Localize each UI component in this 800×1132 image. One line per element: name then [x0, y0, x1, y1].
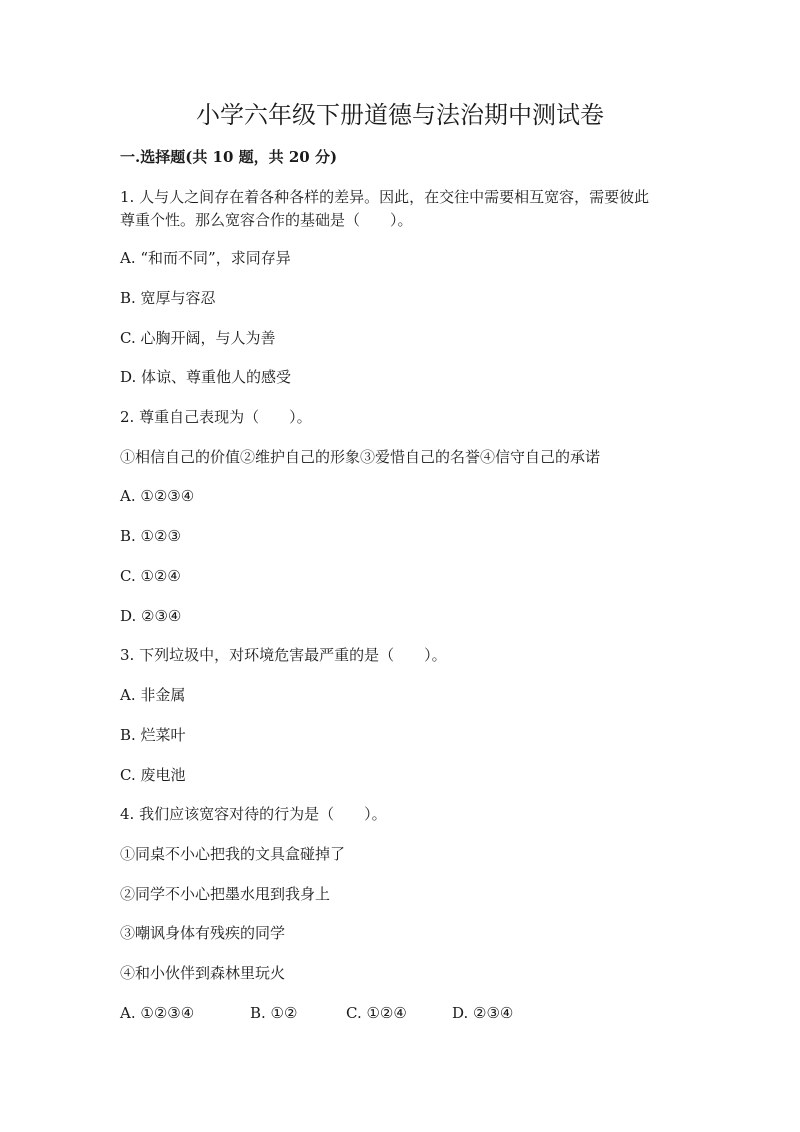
question-4-option-b: B. ①②: [250, 1004, 298, 1022]
question-1-stem-line-1: 1. 人与人之间存在着各种各样的差异。因此，在交往中需要相互宽容，需要彼此: [120, 188, 650, 206]
question-2-option-d: D. ②③④: [120, 607, 182, 625]
question-1-option-a: A. “和而不同”，求同存异: [120, 249, 291, 267]
question-2-option-c: C. ①②④: [120, 567, 181, 585]
question-1-option-c: C. 心胸开阔，与人为善: [120, 329, 276, 347]
question-2-option-b: B. ①②③: [120, 527, 181, 545]
question-4-stem-line-5: ④和小伙伴到森林里玩火: [120, 964, 286, 982]
question-2-option-a: A. ①②③④: [120, 487, 195, 505]
question-3-option-b: B. 烂菜叶: [120, 726, 186, 744]
question-1-stem-line-2: 尊重个性。那么宽容合作的基础是（ ）。: [120, 211, 413, 229]
question-4-stem-line-3: ②同学不小心把墨水甩到我身上: [120, 885, 331, 903]
question-3-option-a: A. 非金属: [120, 686, 186, 704]
question-4-option-d: D. ②③④: [452, 1004, 514, 1022]
question-3-stem-line-1: 3. 下列垃圾中，对环境危害最严重的是（ ）。: [120, 646, 447, 664]
question-2-stem-line-2: ①相信自己的价值②维护自己的形象③爱惜自己的名誉④信守自己的承诺: [120, 448, 601, 466]
page-title: 小学六年级下册道德与法治期中测试卷: [196, 101, 604, 129]
question-4-stem-line-2: ①同桌不小心把我的文具盒碰掉了: [120, 845, 346, 863]
section-heading: 一.选择题(共 10 题，共 20 分): [120, 148, 338, 166]
question-1-option-d: D. 体谅、尊重他人的感受: [120, 368, 292, 386]
question-4-stem-line-1: 4. 我们应该宽容对待的行为是（ ）。: [120, 805, 387, 823]
question-4-stem-line-4: ③嘲讽身体有残疾的同学: [120, 924, 286, 942]
question-4-option-c: C. ①②④: [346, 1004, 407, 1022]
question-1-option-b: B. 宽厚与容忍: [120, 289, 216, 307]
question-4-option-a: A. ①②③④: [120, 1004, 195, 1022]
question-3-option-c: C. 废电池: [120, 766, 186, 784]
question-2-stem-line-1: 2. 尊重自己表现为（ ）。: [120, 408, 312, 426]
